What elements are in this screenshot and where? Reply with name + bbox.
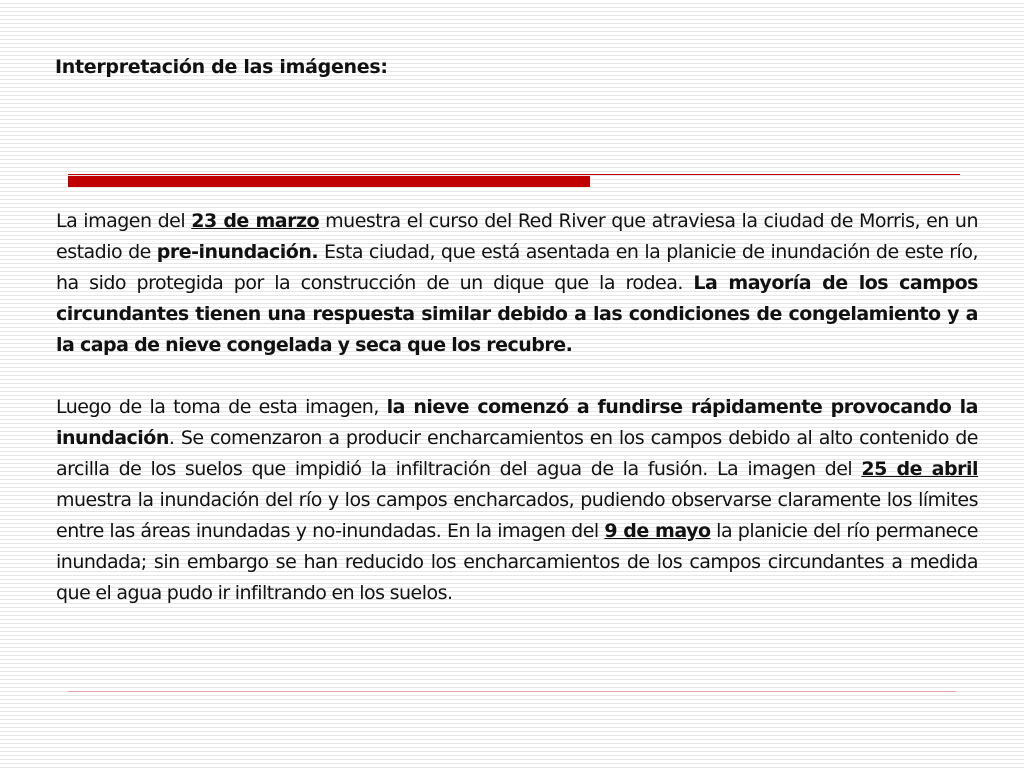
emphasis-snowmelt: la nieve comenzó a fundirse rápidamente provocando la inundación (56, 396, 978, 449)
term-pre-flood: pre-inundación. (156, 241, 319, 263)
emphasis-fields: La mayoría de los campos circundantes tienen una respuesta similar debido a las condiciones de congelamiento y a la capa de nieve congelada y seca que los recubre. (56, 272, 978, 356)
text-run: Luego de la toma de esta imagen, (56, 396, 387, 418)
body-text (56, 206, 978, 609)
text-run: La imagen del (56, 210, 192, 232)
paragraph-2 (56, 392, 978, 609)
date-april-25: 25 de abril (861, 458, 978, 480)
paragraph-1 (56, 206, 978, 361)
text-run: la planicie del río permanece inundada; sin embargo se han reducido los encharcamientos de los campos circundantes a medida que el agua pudo ir infiltrando en los suelos. (56, 520, 978, 604)
text-run: muestra la inundación del río y los campos encharcados, pudiendo observarse claramente los límites entre las áreas inundadas y no-inundadas. En la imagen del (56, 489, 978, 542)
text-run: muestra el curso del Red River que atraviesa la ciudad de Morris, en un estadio de (56, 210, 978, 263)
footer-divider (68, 691, 956, 692)
accent-divider-thin (68, 174, 960, 175)
date-may-9: 9 de mayo (604, 520, 711, 542)
slide-title: Interpretación de las imágenes: (55, 56, 388, 78)
date-march-23: 23 de marzo (191, 210, 320, 232)
text-run: . Se comenzaron a producir encharcamientos en los campos debido al alto contenido de arcilla de los suelos que impidió la infiltración del agua de la fusión. La imagen del (56, 427, 978, 480)
accent-divider-bar (68, 176, 590, 187)
text-run: Esta ciudad, que está asentada en la planicie de inundación de este río, ha sido protegida por la construcción de un dique que la rodea. (56, 241, 978, 294)
